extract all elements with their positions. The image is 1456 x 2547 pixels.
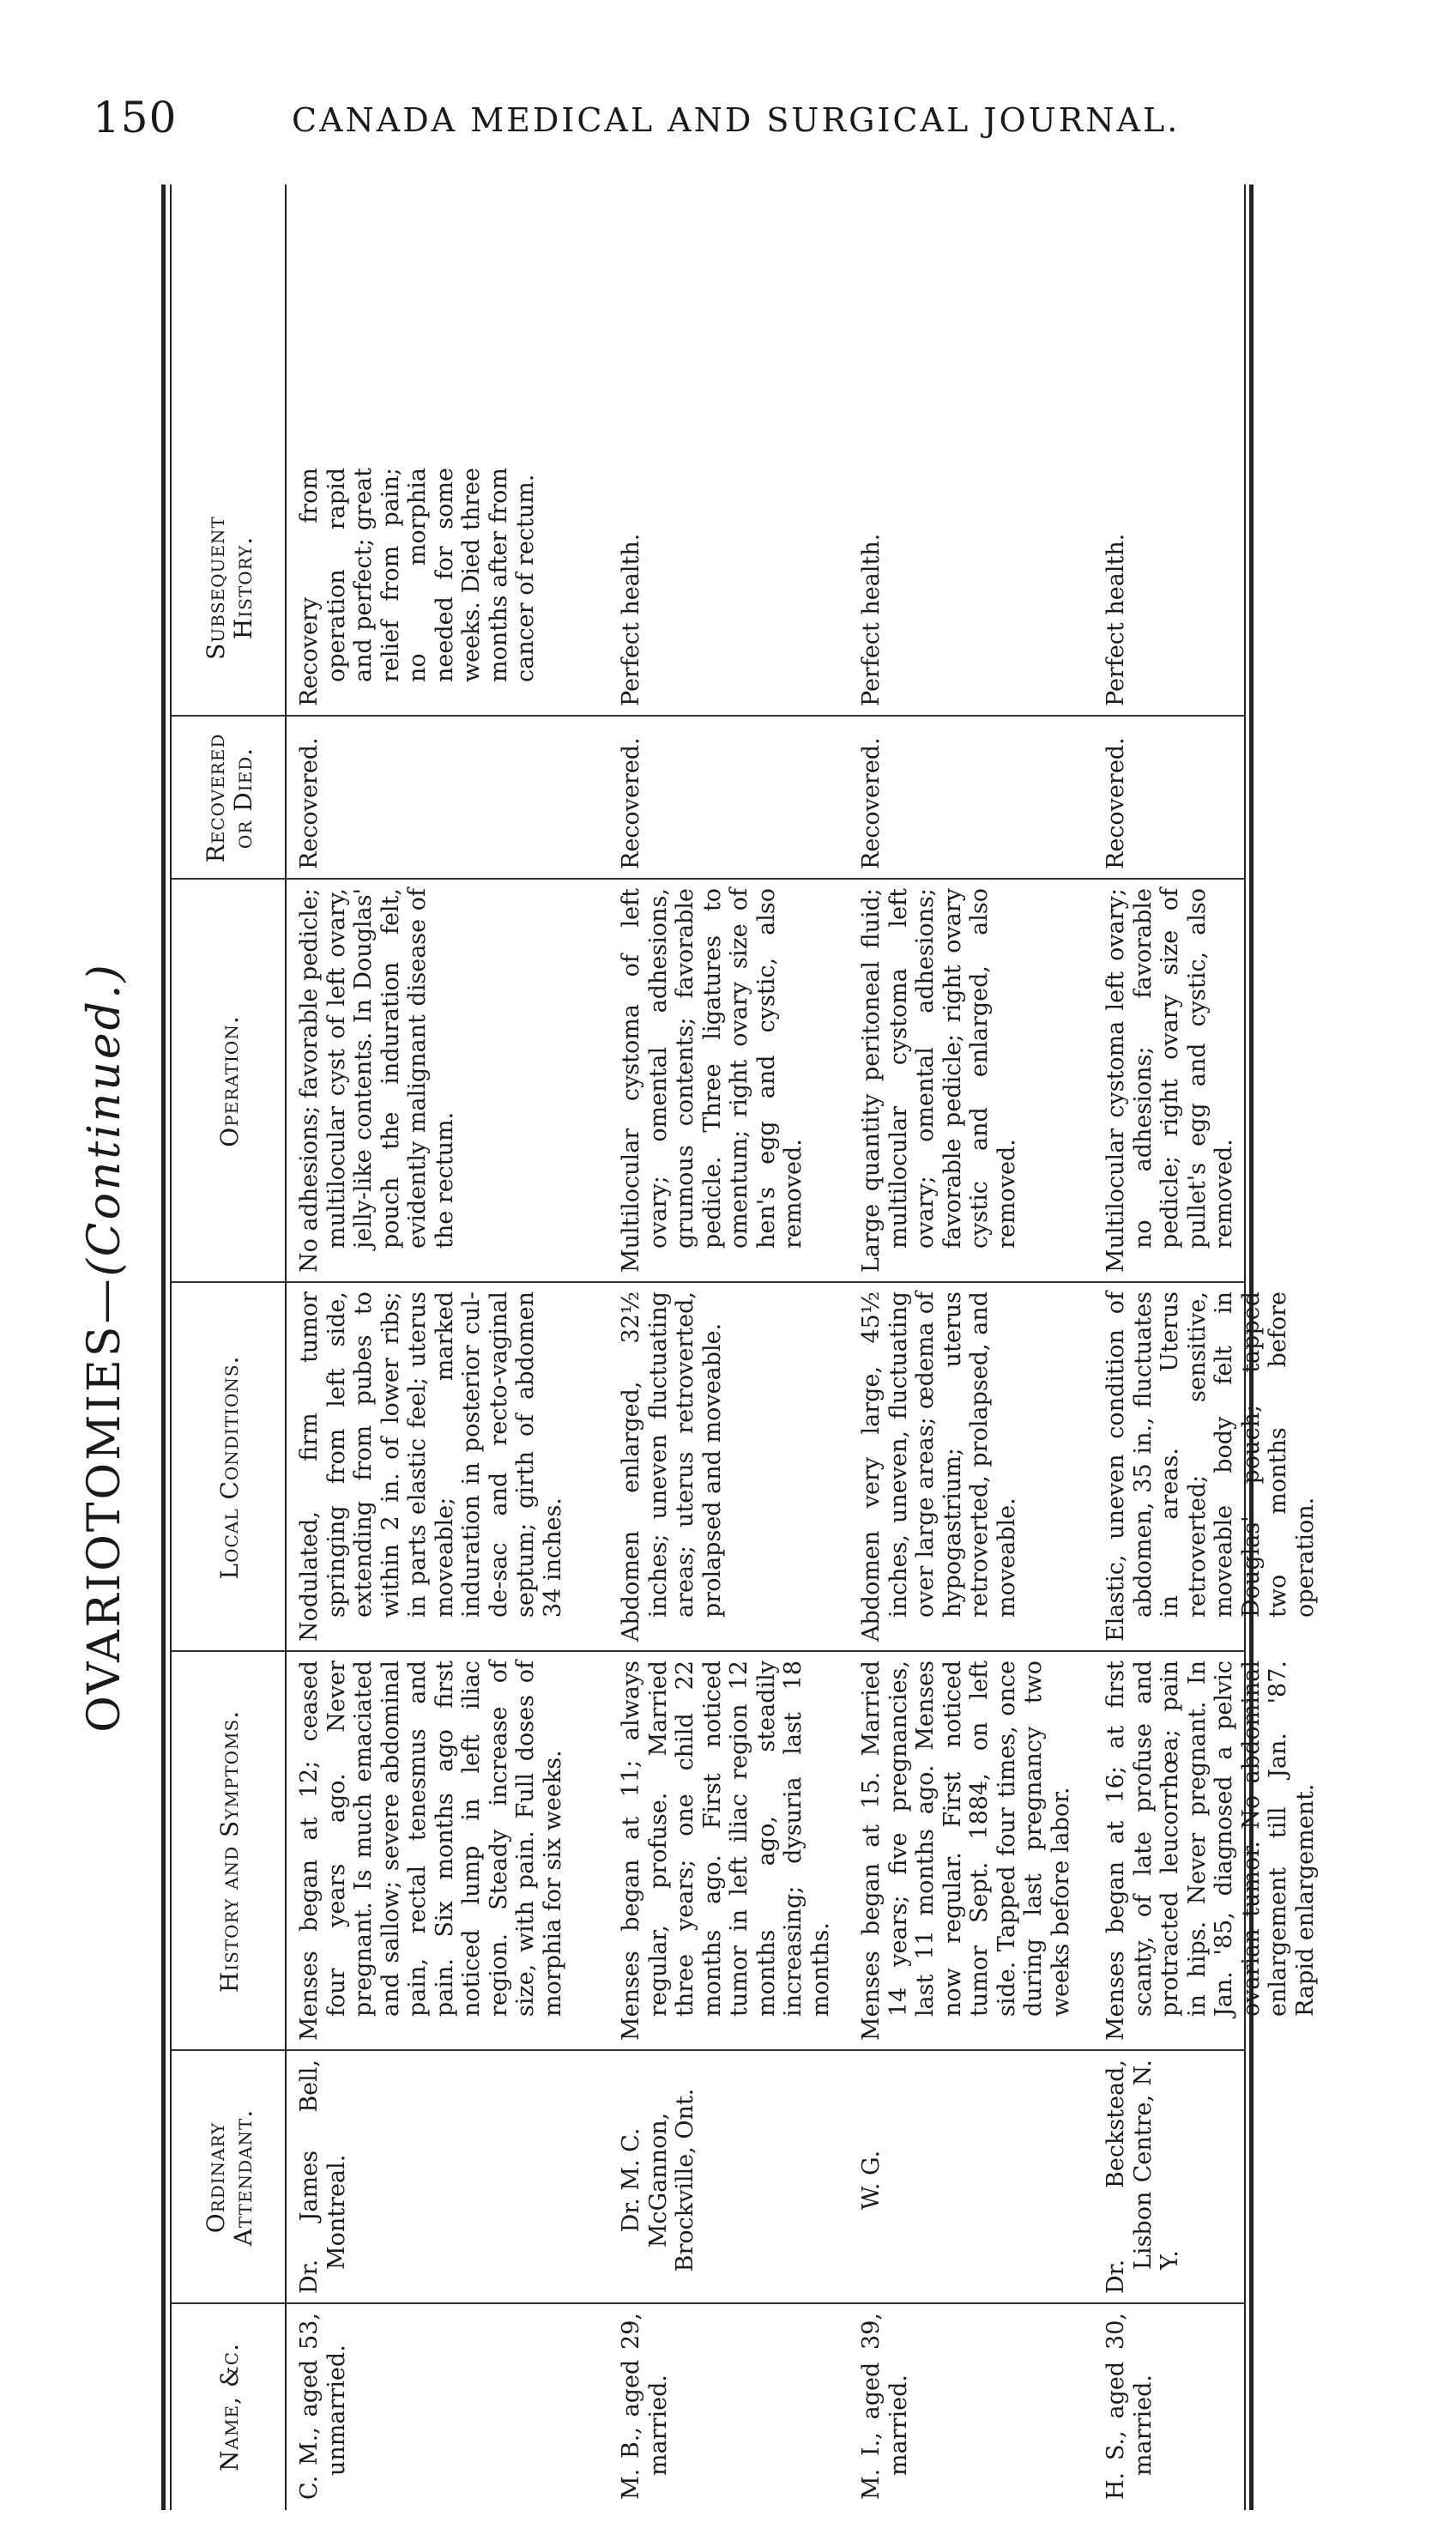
cell-history: Menses began at 15. Married 14 years; five pregnancies, last 11 months ago. Menses now regular. First noticed tumor Sept. 1884, on left side. Tapped four times, once during last pregnancy two weeks before labor. <box>858 1661 1074 2041</box>
cell-local: Abdomen enlarged, 32½ inches; uneven fluctuating areas; uterus retroverted, prolapsed and moveable. <box>618 1292 726 1642</box>
ovariotomies-table <box>0 185 1319 2510</box>
cell-result: Recovered. <box>1103 737 1129 869</box>
page-number: 150 <box>93 93 178 142</box>
cell-attendant: W. G. <box>858 2150 885 2211</box>
top-rule-thick <box>161 185 166 2510</box>
cell-operation: No adhesions; favorable pedicle; multilocular cyst of left ovary, jelly-like contents. In Douglas' pouch the induration felt, evidently malignant disease of the rectum. <box>296 888 458 1273</box>
cell-operation: Large quantity peritoneal fluid; multilocular cystoma left ovary; omental adhesions; favorable pedicle; right ovary cystic and enlarged, also removed. <box>858 888 1020 1273</box>
cell-operation: Multilocular cystoma left ovary; no adhesions; favorable pedicle; right ovary size of pullet's egg and cystic, also removed. <box>1103 888 1237 1273</box>
cell-attendant: Dr. M. C. McGannon, Brockville, Ont. <box>618 2088 698 2272</box>
cell-subsequent: Perfect health. <box>618 533 644 706</box>
cell-history: Menses began at 16; at first scanty, of late profuse and protracted leucorrhœa; pain in hips. Never pregnant. In Jan. '85, diagnosed a pelvic ovarian tumor. No abdominal enlargement till Jan. '87. Rapid enlargement. <box>1103 1661 1319 2041</box>
table-title-continued: (Continued.) <box>79 962 130 1277</box>
cell-local: Nodulated, firm tumor springing from left side, extending from pubes to within 2 in. of lower ribs; in parts elastic feel; uterus moveable; marked induration in posterior cul-de-sac and recto-vaginal septum; girth of abdomen 34 inches. <box>296 1292 566 1642</box>
header-subsequent: Subsequent History. <box>201 516 257 660</box>
running-head <box>0 93 1456 153</box>
cell-history: Menses began at 12; ceased four years ago. Never pregnant. Is much emaciated and sallow; severe abdominal pain, rectal tenesmus and pain. Six months ago first noticed lump in left iliac region. Steady increase of size, with pain. Full doses of morphia for six weeks. <box>296 1661 566 2041</box>
cell-attendant: Dr. Beckstead, Lisbon Centre, N. Y. <box>1103 2060 1183 2294</box>
cell-name: H. S., aged 30, married. <box>1103 2313 1157 2500</box>
cell-subsequent: Recovery from operation rapid and perfect; great relief from pain; no morphia needed for some weeks. Died three months after from cancer of rectum. <box>296 468 539 706</box>
cell-local: Abdomen very large, 45½ inches, uneven, fluctuating over large areas; œdema of hypogastrium; uterus retroverted, prolapsed, and moveable. <box>858 1292 1020 1642</box>
cell-attendant: Dr. James Bell, Montreal. <box>296 2060 350 2294</box>
header-attendant: Ordinary Attendant. <box>201 2108 257 2247</box>
cell-history: Menses began at 11; always regular, profuse. Married three years; one child 22 months ago. First noticed tumor in left iliac region 12 months ago, steadily increasing; dysuria last 18 months. <box>618 1661 834 2041</box>
header-history: History and Symptoms. <box>214 1709 244 1993</box>
header-name: Name, &c. <box>214 2343 244 2471</box>
cell-operation: Multilocular cystoma of left ovary; omental adhesions, grumous contents; favorable pedicle. Three ligatures to omentum; right ovary size of hen's egg and cystic, also removed. <box>618 888 807 1273</box>
header-row <box>176 185 283 2510</box>
header-result: Recovered or Died. <box>201 733 257 863</box>
top-rule-thin <box>170 185 172 2510</box>
cell-name: C. M., aged 53, unmarried. <box>296 2313 350 2500</box>
table-title <box>79 185 130 2510</box>
table-title-main: OVARIOTOMIES— <box>79 1276 130 1733</box>
header-rule <box>285 185 287 2510</box>
cell-subsequent: Perfect health. <box>1103 533 1129 706</box>
header-local: Local Conditions. <box>214 1355 244 1580</box>
journal-title: CANADA MEDICAL AND SURGICAL JOURNAL. <box>292 101 1181 139</box>
cell-local: Elastic, uneven condition of abdomen, 35 in., fluctuates in areas. Uterus retroverted; sensitive, moveable body felt in Douglas' pouch; tapped two months before operation. <box>1103 1292 1319 1642</box>
cell-result: Recovered. <box>618 737 644 869</box>
cell-result: Recovered. <box>296 737 323 869</box>
cell-result: Recovered. <box>858 737 885 869</box>
cell-name: M. I., aged 39, married. <box>858 2313 912 2500</box>
cell-subsequent: Perfect health. <box>858 533 885 706</box>
cell-name: M. B., aged 29, married. <box>618 2313 672 2500</box>
header-operation: Operation. <box>214 1015 244 1147</box>
